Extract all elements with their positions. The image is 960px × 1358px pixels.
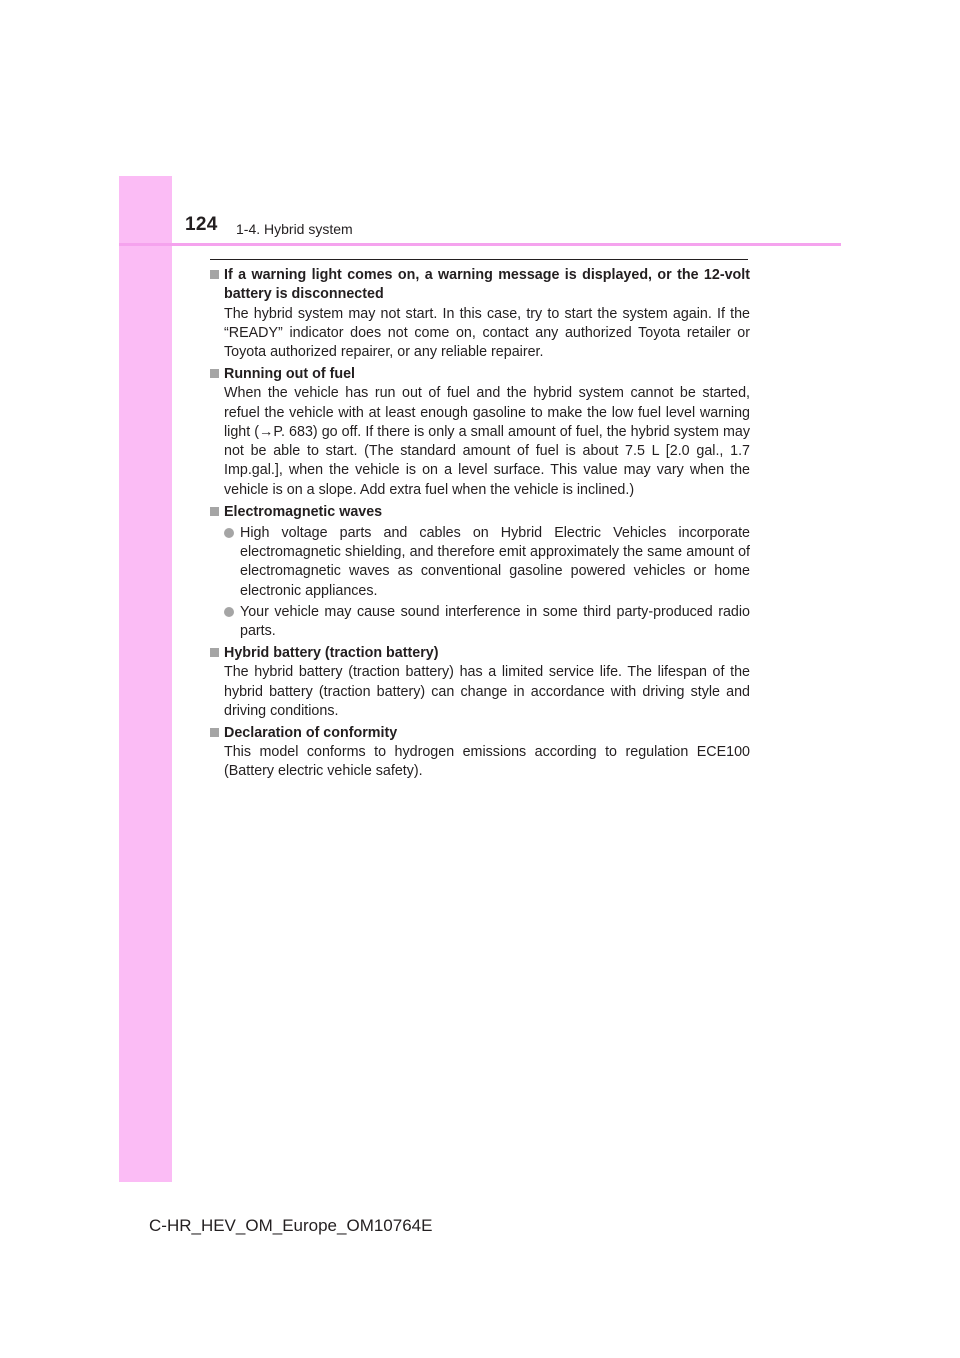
- list-item-text: Your vehicle may cause sound interference in some third party-produced radio parts.: [240, 604, 750, 640]
- page-reference-link: P. 683) go off. If there is only a small amount of fuel, the hybrid system may not be able to start. (The standard amount of fuel is about 7.5 L [2.0 gal., 1.7 Imp.gal.], when the vehicle is on a level surface. This value may vary when the vehicle is on a slope. Add extra fuel when the vehicle is inclined.): [224, 423, 750, 498]
- section-declaration-of-conformity: [210, 724, 750, 782]
- section-body: [224, 384, 750, 500]
- section-heading: Hybrid battery (traction battery): [224, 645, 439, 662]
- header-band: [119, 176, 841, 244]
- list-item-text: High voltage parts and cables on Hybrid Electric Vehicles incorporate electromagnetic shielding, and therefore emit approximately the same amount of electromagnetic waves as conventional gasoline powered vehicles or home electronic appliances.: [240, 524, 750, 599]
- section-electromagnetic-waves: [210, 503, 750, 642]
- content-top-rule: [210, 259, 748, 260]
- section-warning-light: [210, 266, 750, 362]
- section-heading: Declaration of conformity: [224, 724, 398, 741]
- content: [210, 266, 750, 784]
- square-bullet-icon: [210, 648, 219, 657]
- circle-bullet-icon: [224, 607, 234, 617]
- list-item: [224, 603, 750, 642]
- section-body: The hybrid battery (traction battery) has a limited service life. The lifespan of the hybrid battery (traction battery) can change in accordance with driving style and driving conditions.: [224, 664, 750, 720]
- section-hybrid-battery: [210, 644, 750, 721]
- document-code: C-HR_HEV_OM_Europe_OM10764E: [149, 1216, 433, 1235]
- circle-bullet-icon: [224, 528, 234, 538]
- side-tab-band: [119, 176, 172, 1182]
- section-running-out-of-fuel: [210, 365, 750, 500]
- header-tab-fill: [119, 176, 172, 244]
- square-bullet-icon: [210, 728, 219, 737]
- header-rule: [119, 243, 841, 246]
- body-text: When the vehicle has run out of fuel and the hybrid system cannot be started, refuel the vehicle with at least enough gasoline to make the low fuel level warning light (: [224, 385, 750, 440]
- section-title: 1-4. Hybrid system: [236, 221, 353, 237]
- arrow-icon: →: [259, 423, 274, 440]
- section-heading: If a warning light comes on, a warning message is displayed, or the 12-volt battery is disconnected: [224, 267, 750, 303]
- section-body: The hybrid system may not start. In this case, try to start the system again. If the “READY” indicator does not come on, contact any authorized Toyota retailer or Toyota authorized repairer, or any reliable repairer.: [224, 305, 750, 361]
- square-bullet-icon: [210, 270, 219, 279]
- square-bullet-icon: [210, 369, 219, 378]
- section-heading: Electromagnetic waves: [224, 503, 383, 520]
- page-number: 124: [185, 214, 218, 235]
- section-heading: Running out of fuel: [224, 365, 356, 382]
- square-bullet-icon: [210, 507, 219, 516]
- list-item: [224, 524, 750, 601]
- section-body: This model conforms to hydrogen emissions according to regulation ECE100 (Battery electric vehicle safety).: [224, 744, 750, 780]
